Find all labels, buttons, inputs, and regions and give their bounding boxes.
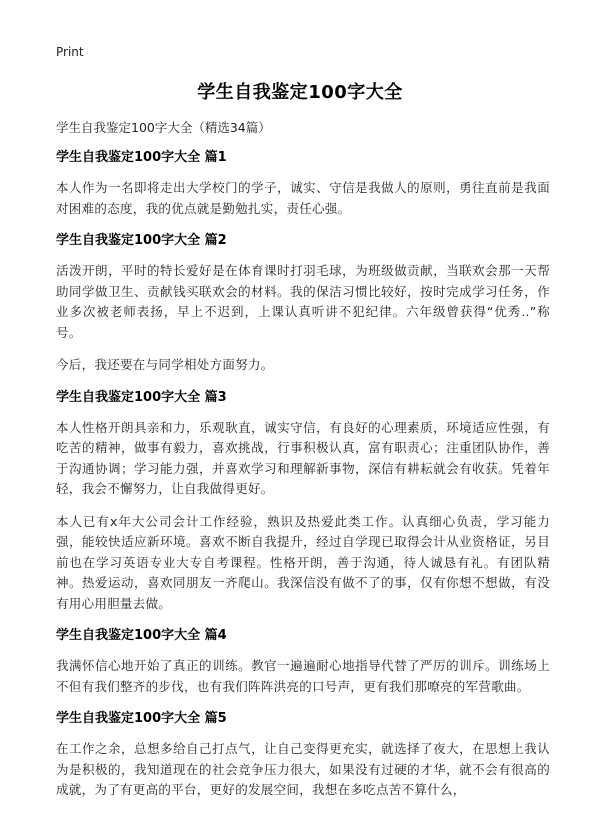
section-paragraph: 本人性格开朗具亲和力，乐观耿直，诚实守信，有良好的心理素质，环境适应性强，有吃苦的精神，做事有毅力，喜欢挑战，行事积极认真，富有职责心；注重团队协作，善于沟通协调；学习能力强，并喜欢学习和理解新事物，深信有耕耘就会有收获。凭着年轻，我会不懈努力，让自我做得更好。 [56, 419, 550, 496]
section-heading: 学生自我鉴定100字大全 篇5 [56, 711, 227, 726]
document-body [56, 118, 550, 813]
section-paragraph: 我满怀信心地开始了真正的训练。教官一遍遍耐心地指导代替了严厉的训斥。训练场上不但有我们整齐的步伐，也有我们阵阵洪亮的口号声，更有我们那嘹亮的军营歌曲。 [56, 658, 550, 694]
print-link[interactable]: Print [56, 45, 84, 59]
section-4 [56, 626, 550, 697]
section-paragraph: 在工作之余，总想多给自己打点气，让自己变得更充实，就选择了夜大，在思想上我认为是积极的，我知道现在的社会竞争压力很大，如果没有过硬的才华，就不会有很高的成就，为了有更高的平台，更好的发展空间，我想在多吃点苦不算什么， [56, 741, 550, 797]
section-paragraph: 今后，我还要在与同学相处方面努力。 [56, 357, 274, 372]
section-heading: 学生自我鉴定100字大全 篇1 [56, 150, 227, 165]
section-heading: 学生自我鉴定100字大全 篇2 [56, 233, 227, 248]
section-paragraph: 本人已有x年大公司会计工作经验，熟识及热爱此类工作。认真细心负责，学习能力强，能较快适应新环境。喜欢不断自我提升，经过自学现已取得会计从业资格证，另目前也在学习英语专业大专自考课程。性格开朗，善于沟通，待人诚恳有礼。有团队精神。热爱运动，喜欢同朋友一齐爬山。我深信没有做不了的事，仅有你想不想做，有没有用心用胆量去做。 [56, 513, 550, 611]
section-3 [56, 388, 550, 615]
section-1 [56, 148, 550, 219]
document-subtitle: 学生自我鉴定100字大全（精选34篇） [56, 120, 271, 135]
section-5 [56, 709, 550, 801]
section-paragraph: 活泼开朗，平时的特长爱好是在体育课时打羽毛球，为班级做贡献，当联欢会那一天帮助同学做卫生、贡献钱买联欢会的材料。我的保洁习惯比较好，按时完成学习任务，作业多次被老师表扬，早上不迟到，上课认真听讲不犯纪律。六年级曾获得“优秀..”称号。 [56, 263, 550, 340]
page-title: 学生自我鉴定100字大全 [197, 82, 403, 103]
section-heading: 学生自我鉴定100字大全 篇4 [56, 628, 227, 643]
section-2 [56, 231, 550, 376]
section-heading: 学生自我鉴定100字大全 篇3 [56, 389, 227, 405]
section-paragraph: 本人作为一名即将走出大学校门的学子，诚实、守信是我做人的原则，勇往直前是我面对困难的态度，我的优点就是勤勉扎实，责任心强。 [56, 180, 550, 216]
